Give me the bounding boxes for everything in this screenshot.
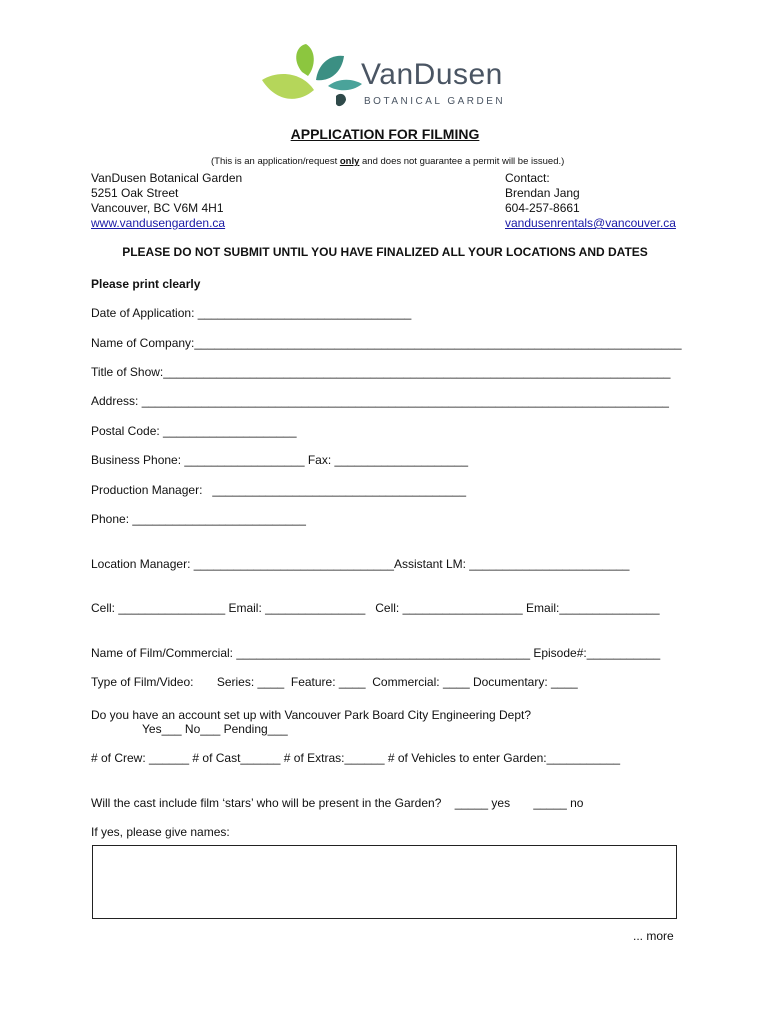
account-question: Do you have an account set up with Vancouver Park Board City Engineering Dept? bbox=[91, 708, 532, 722]
phone-field[interactable]: Phone: __________________________ bbox=[91, 512, 306, 526]
subtitle-post: and does not guarantee a permit will be issued.) bbox=[359, 156, 565, 167]
date-of-application-field[interactable]: Date of Application: ________________________________ bbox=[91, 306, 412, 320]
page-title: APPLICATION FOR FILMING bbox=[290, 126, 480, 142]
print-clearly-label: Please print clearly bbox=[91, 277, 201, 291]
address-city: Vancouver, BC V6M 4H1 bbox=[91, 201, 224, 215]
address-field[interactable]: Address: _______________________________________________________________________________ bbox=[91, 394, 669, 408]
leaf-green-icon bbox=[296, 44, 314, 76]
production-manager-field[interactable]: Production Manager: ______________________________________ bbox=[91, 483, 467, 497]
contact-label: Contact: bbox=[505, 171, 550, 185]
leaf-logo-icon bbox=[258, 42, 368, 114]
more-indicator: ... more bbox=[633, 929, 674, 943]
leaf-dark-icon bbox=[336, 94, 346, 106]
leaf-teal-icon bbox=[316, 56, 344, 81]
star-names-textbox[interactable] bbox=[92, 845, 677, 919]
logo-name: VanDusen bbox=[361, 58, 503, 91]
subtitle-emphasis: only bbox=[339, 156, 360, 167]
name-of-film-field[interactable]: Name of Film/Commercial: ____________________________________________ Episode#:___________ bbox=[91, 646, 661, 660]
subtitle-pre: (This is an application/request bbox=[211, 156, 340, 167]
type-of-film-field[interactable]: Type of Film/Video: Series: ____ Feature: ____ Commercial: ____ Documentary: ____ bbox=[91, 675, 578, 689]
contact-name: Brendan Jang bbox=[505, 186, 580, 200]
leaf-small-teal-icon bbox=[328, 80, 362, 91]
logo-tagline: BOTANICAL GARDEN bbox=[364, 96, 506, 107]
address-org: VanDusen Botanical Garden bbox=[91, 171, 243, 185]
website-link[interactable]: www.vandusengarden.ca bbox=[91, 216, 226, 230]
business-phone-fax-field[interactable]: Business Phone: __________________ Fax: ____________________ bbox=[91, 453, 469, 467]
page-subtitle bbox=[0, 145, 770, 167]
contact-email-link[interactable]: vandusenrentals@vancouver.ca bbox=[505, 216, 676, 230]
logo bbox=[258, 42, 518, 114]
crew-counts-field[interactable]: # of Crew: ______ # of Cast______ # of Extras:______ # of Vehicles to enter Garden:___________ bbox=[91, 751, 621, 765]
if-yes-names-label: If yes, please give names: bbox=[91, 825, 230, 839]
location-manager-field[interactable]: Location Manager: ______________________________Assistant LM: ________________________ bbox=[91, 557, 630, 571]
submission-notice: PLEASE DO NOT SUBMIT UNTIL YOU HAVE FINALIZED ALL YOUR LOCATIONS AND DATES bbox=[122, 245, 648, 259]
title-of-show-field[interactable]: Title of Show:____________________________________________________________________________ bbox=[91, 365, 671, 379]
postal-code-field[interactable]: Postal Code: ____________________ bbox=[91, 424, 297, 438]
contact-phone: 604-257-8661 bbox=[505, 201, 580, 215]
address-street: 5251 Oak Street bbox=[91, 186, 179, 200]
cell-email-field[interactable]: Cell: ________________ Email: _______________ Cell: __________________ Email:_______________ bbox=[91, 601, 660, 615]
account-options-field[interactable]: Yes___ No___ Pending___ bbox=[142, 722, 288, 736]
name-of-company-field[interactable]: Name of Company:_________________________________________________________________________ bbox=[91, 336, 682, 350]
stars-question-field[interactable]: Will the cast include film ‘stars’ who will be present in the Garden? _____ yes _____ no bbox=[91, 796, 584, 810]
leaf-light-icon bbox=[262, 74, 314, 99]
